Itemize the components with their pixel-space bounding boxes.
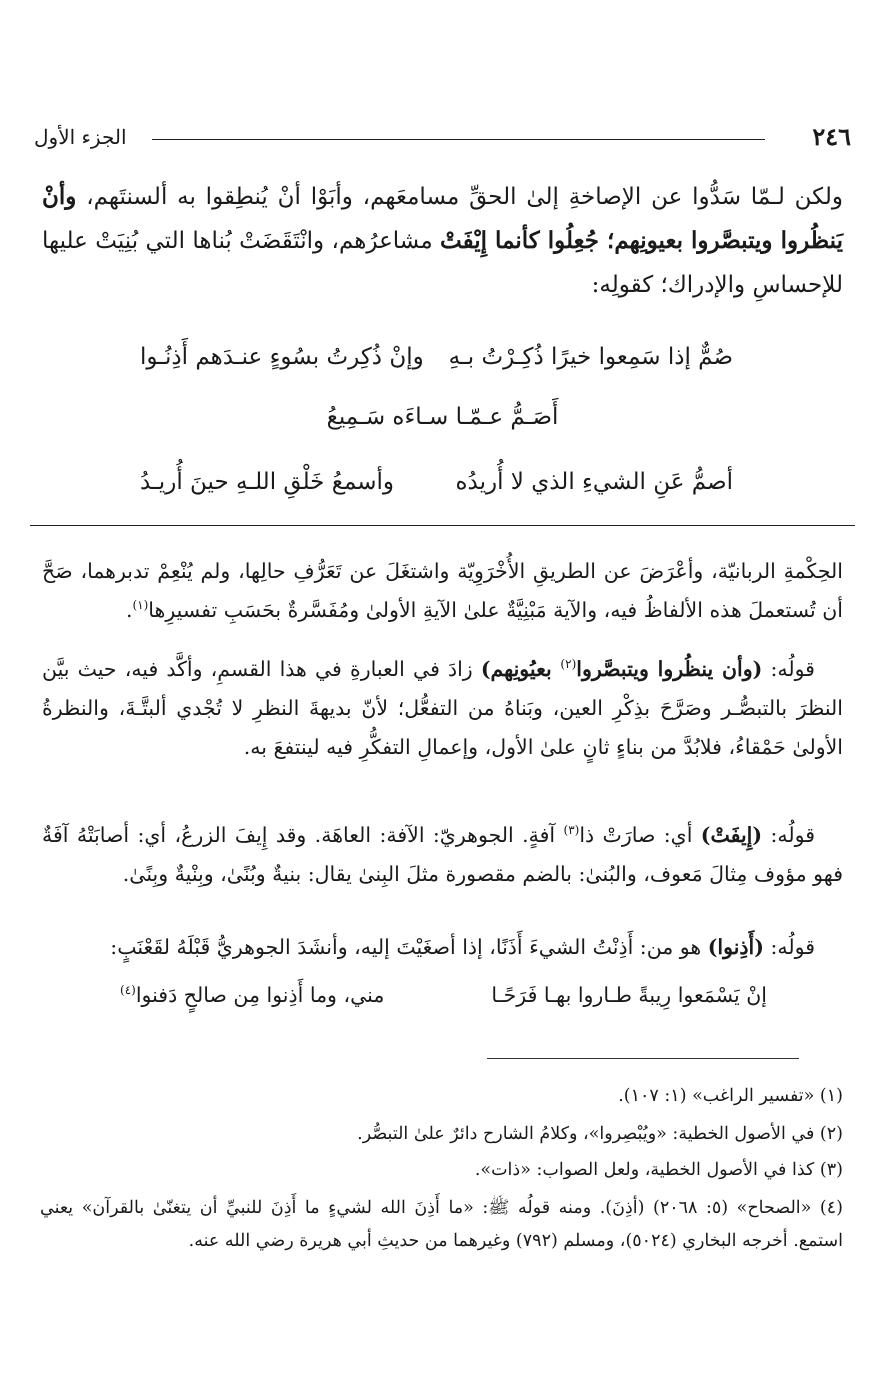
footnote-2: (٢) في الأصول الخطية: «ويُبْصِروا»، وكلامُ الشارح دائرٌ علىٰ التبصُّر.	[357, 1124, 843, 1144]
commentary-lead: قولُه:	[763, 935, 815, 959]
footnote-ref-2: (٢)	[560, 657, 577, 672]
commentary-lead: قولُه:	[762, 657, 815, 681]
verse-1-first-hemistich: صُمٌّ إذا سَمِعوا خيرًا ذُكِـرْتُ بـهِ	[448, 344, 733, 370]
commentary-quote-end: بعيُونِهم)	[480, 657, 561, 681]
main-paragraph	[42, 175, 843, 307]
commentary-separator	[30, 525, 855, 526]
commentary-verse	[60, 975, 825, 1015]
header-rule	[152, 139, 765, 140]
commentary-text: أي: صارَتْ ذا	[579, 823, 701, 847]
commentary-quote: (وأن ينظُروا ويتبصَّروا	[576, 657, 763, 681]
footnote-ref-1: (١)	[132, 598, 149, 613]
commentary-quote: (إِيفَتْ)	[700, 823, 763, 847]
verse-2	[60, 397, 825, 437]
main-text-part-2: مشاعرُهم، وانْتَقَضَتْ بُناها التي بُنِيَتْ عليها للإحساسِ والإدراك؛ كقولِه:	[42, 228, 843, 298]
commentary-paragraph-2	[42, 650, 843, 767]
running-title: الجزء الأول	[34, 125, 127, 149]
commentary-paragraph-4	[42, 928, 843, 967]
commentary-verse-first-hemistich: إنْ يَسْمَعوا رِيبةً طـاروا بهـا فَرَحًـا	[491, 983, 767, 1007]
footnote-ref-3: (٣)	[563, 823, 580, 838]
commentary-paragraph-1: الحِكْمةِ الربانيّة، وأعْرَضَ عن الطريقِ الأُخْرَوِيّة واشتغَلَ عن تَعَرُّفِ حالِها، ولم يُنْعِمْ تدبرهما، صَحَّ أن تُستعملَ هذه الألفاظُ فيه، والآية مَبْنِيَّةٌ علىٰ الآيةِ الأولىٰ ومُفَسَّرةٌ بحَسَبِ تفسيرِها$^{(١)}$.	[42, 559, 843, 622]
footnote-3: (٣) كذا في الأصول الخطية، ولعل الصواب: «ذات».	[474, 1160, 843, 1180]
footnote-ref-4: (٤)	[120, 983, 136, 998]
commentary-text: هو من: أَذِنْتُ الشيءَ أَذَنًا، إذا أصغَيْتَ إليه، وأنشَدَ الجوهريُّ قَبْلَهُ لقَعْنَبٍ:	[110, 935, 708, 959]
footnote-1: (١) «تفسير الراغب» (١: ١٠٧).	[618, 1086, 843, 1106]
footnote-separator	[487, 1058, 799, 1059]
running-header	[34, 122, 851, 154]
verse-1	[60, 337, 825, 377]
verse-3-second-hemistich: وأسمعُ خَلْقِ اللـهِ حينَ أُريـدُ	[140, 469, 395, 495]
commentary-text-rest: آفةٍ. الجوهريّ: الآفة: العاهَة. وقد إِيفَ الزرعُ، أي: أصابَتْهُ آفَةٌ فهو مؤوف مِثالَ مَعوف، والبُنىٰ: بالضم مقصورة مثلَ البِنىٰ يقال: بنيةٌ وبُنًىٰ، وبِنْيةٌ وبِنًىٰ.	[42, 823, 843, 886]
commentary-quote: (أَذِنوا)	[707, 935, 764, 959]
verse-3-first-hemistich: أصمُّ عَنِ الشيءِ الذي لا أُريدُه	[455, 469, 733, 495]
footnote-4: (٤) «الصحاح» (٥: ٢٠٦٨) (أذِنَ). ومنه قولُه ﷺ: «ما أَذِنَ الله لشيءٍ ما أَذِنَ للنبيِّ أن يتغنّىٰ بالقرآن» يعني استمع. أخرجه البخاري (٥٠٢٤)، ومسلم (٧٩٢) وغيرهما من حديثِ أبي هريرة رضي الله عنه.	[40, 1198, 843, 1251]
commentary-text: الحِكْمةِ الربانيّة، وأعْرَضَ عن الطريقِ الأُخْرَوِيّة واشتغَلَ عن تَعَرُّفِ حالِها، ولم يُنْعِمْ تدبرهما، صَحَّ أن تُستعملَ هذه الألفاظُ فيه، والآية مَبْنِيَّةٌ علىٰ الآيةِ الأولىٰ ومُفَسَّرةٌ بحَسَبِ تفسيرِها	[42, 559, 843, 622]
commentary-text: زادَ في العبارةِ في هذا القسمِ، وأكَّد فيه، حيث بيَّن النظرَ بالتبصُّـر وصَرَّحَ بذِكْرِ العين، وبَناهُ من التفعُّل؛ لأنّ بديهةَ النظرِ لا تُجْدي ألبتَّـةَ، والنظرةُ الأولىٰ حَمْقاءُ، فلابُدَّ من بناءٍ ثانٍ علىٰ الأول، وإعمالِ التفكُّرِ فيه لينتفعَ به.	[42, 657, 843, 759]
page-number: ٢٤٦	[812, 122, 851, 151]
commentary-verse-second-hemistich: مني، وما أَذِنوا مِن صالحٍ دَفنوا$^{(٤)}$	[120, 983, 385, 1007]
verse-3	[60, 462, 825, 502]
commentary-lead: قولُه:	[762, 823, 815, 847]
commentary-paragraph-3	[42, 816, 843, 894]
verse-2-text: أَصَـمُّ عـمّـا سـاءَه سَـمِيعُ	[326, 404, 559, 430]
verse-1-second-hemistich: وإنْ ذُكِرتُ بسُوءٍ عنـدَهم أَذِنُـوا	[140, 344, 424, 370]
main-text-bold: وأنْ يَنظُروا ويتبصَّروا بعيونِهم؛ جُعِلُوا كأنما إِيْفَتْ	[42, 183, 843, 254]
main-text-part-1: ولكن لـمّا سَدُّوا عن الإصاخةِ إلىٰ الحقِّ مسامعَهم، وأبَوْا أنْ يُنطِقوا به ألسنتَهم،	[76, 184, 843, 210]
